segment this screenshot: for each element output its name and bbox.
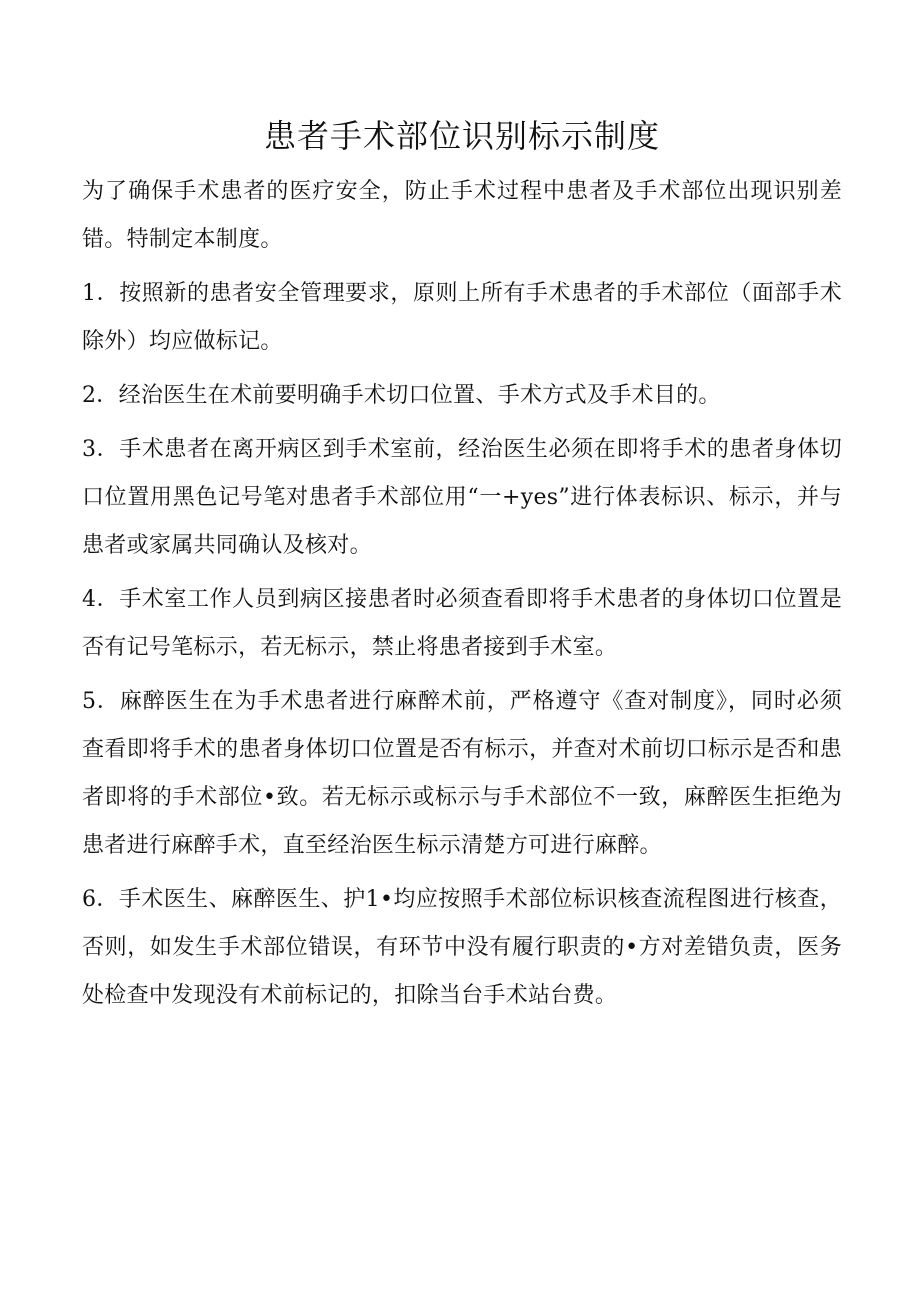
rule-paragraph-6: 6．手术医生、麻醉医生、护1•均应按照手术部位标识核查流程图进行核查，否则，如发生手术部位错误，有环节中没有履行职责的•方对差错负责，医务处检查中发现没有术前标记的，扣除当台手术站台费。: [82, 887, 842, 1008]
document-title: 患者手术部位识别标示制度: [263, 117, 660, 155]
rule-paragraph-1: 1．按照新的患者安全管理要求，原则上所有手术患者的手术部位（面部手术除外）均应做标记。: [82, 281, 842, 354]
rule-paragraph-4: 4．手术室工作人员到病区接患者时必须查看即将手术患者的身体切口位置是否有记号笔标示，若无标示，禁止将患者接到手术室。: [82, 587, 842, 660]
rule-paragraph-5: 5．麻醉医生在为手术患者进行麻醉术前，严格遵守《查对制度》，同时必须查看即将手术的患者身体切口位置是否有标示，并查对术前切口标示是否和患者即将的手术部位•致。若无标示或标示与手术部位不一致，麻醉医生拒绝为患者进行麻醉手术，直至经治医生标示清楚方可进行麻醉。: [82, 689, 842, 858]
intro-paragraph: 为了确保手术患者的医疗安全，防止手术过程中患者及手术部位出现识别差错。特制定本制度。: [82, 179, 842, 252]
rule-paragraph-2: 2．经治医生在术前要明确手术切口位置、手术方式及手术目的。: [82, 383, 721, 408]
rule-paragraph-3: 3．手术患者在离开病区到手术室前，经治医生必须在即将手术的患者身体切口位置用黑色记号笔对患者手术部位用“一+yes”进行体表标识、标示，并与患者或家属共同确认及核对。: [82, 437, 842, 558]
document-page: [82, 108, 842, 1026]
